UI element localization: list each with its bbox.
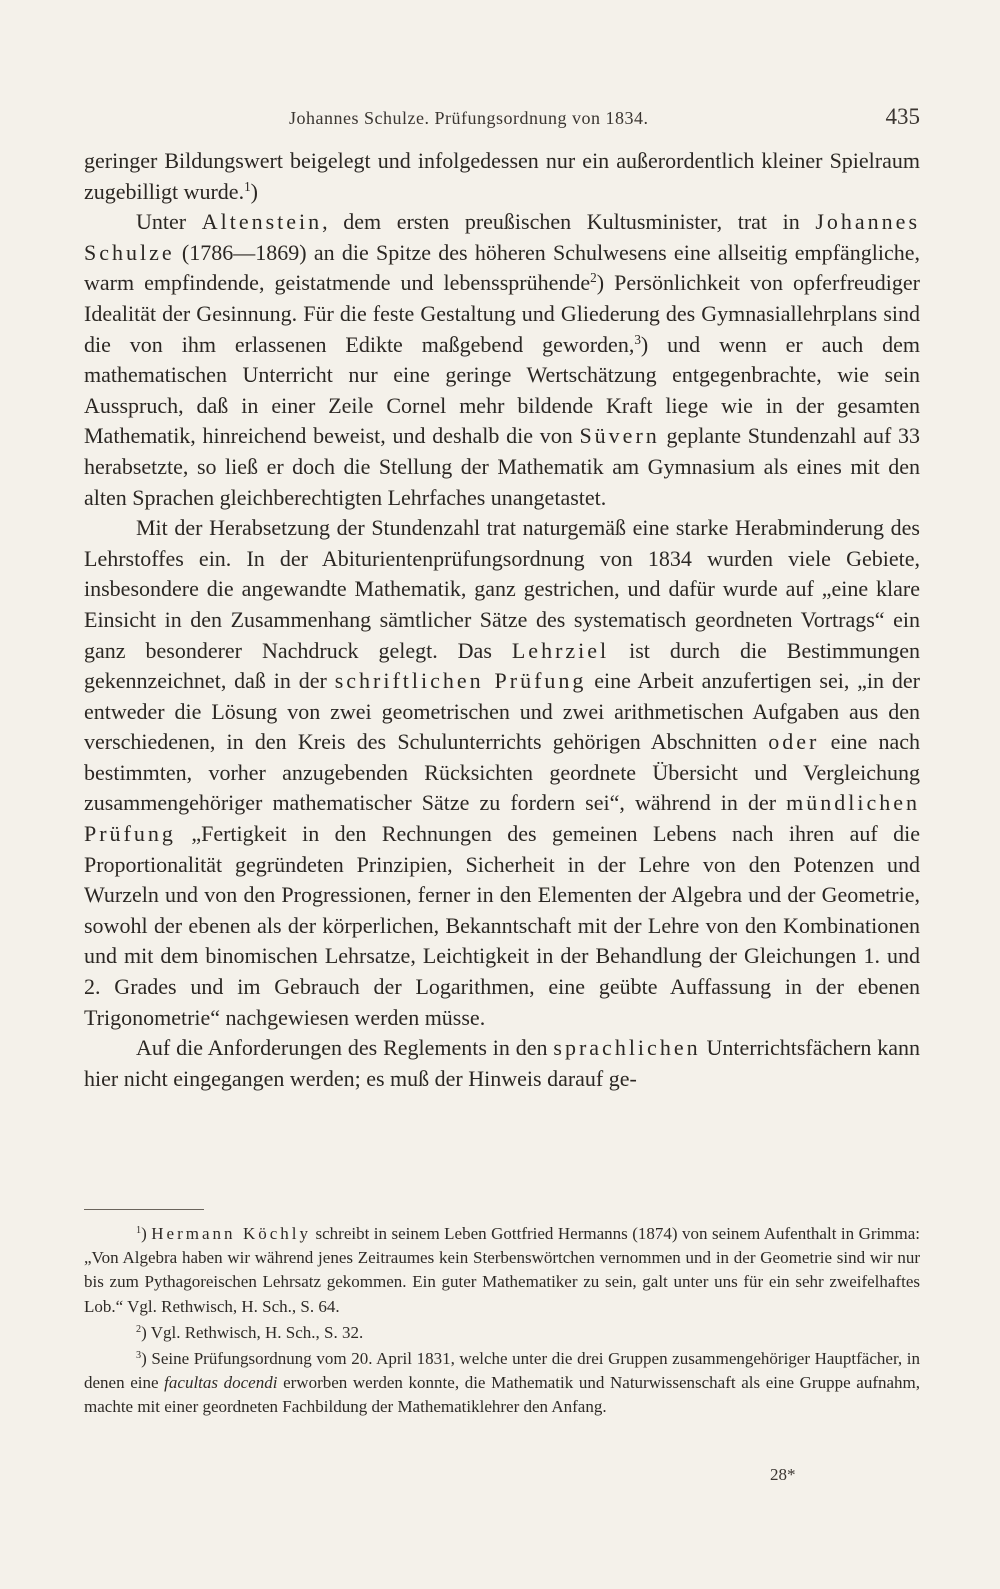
term-lehrziel: Lehrziel	[511, 637, 610, 663]
paragraph-2: Unter Altenstein, dem ersten preußischen Kultusminister, trat in Johannes Schulze (1786—1869) an die Spitze des höheren Schulwesens eine allseitig empfängliche, warm empfindende, geistatmende und lebenssprühende$^2$) Persönlichkeit von opferfreudiger Idealität der Gesinnung. Für die feste Gestaltung und Gliederung des Gymnasiallehrplans sind die von ihm erlassenen Edikte maßgebend geworden,$^3$) und wenn er auch dem mathematischen Unterricht nur eine geringe Wertschätzung entgegenbrachte, wie sein Ausspruch, daß in einer Zeile Cornel mehr bildende Kraft liege wie in der gesamten Mathematik, hinreichend beweist, und deshalb die von Süvern geplante Stundenzahl auf 33 herabsetzte, so ließ er doch die Stellung der Mathematik am Gymnasium als eines mit den alten Sprachen gleichberechtigten Lehrfaches unangetastet.	[84, 209, 921, 510]
term-oder: oder	[768, 729, 820, 755]
footnotes	[84, 1222, 920, 1420]
term-schriftliche-pruefung: schriftlichen Prüfung	[334, 668, 587, 694]
paragraph-1: geringer Bildungswert beigelegt und infolgedessen nur ein außerordentlich kleiner Spielraum zugebilligt wurde.$^1$)	[84, 148, 920, 204]
paragraph-3: Mit der Herabsetzung der Stundenzahl trat naturgemäß eine starke Herabminderung des Lehrstoffes ein. In der Abiturientenprüfungsordnung von 1834 wurden viele Gebiete, insbesondere die angewandte Mathematik, ganz gestrichen, und dafür wurde auf „eine klare Einsicht in den Zusammenhang sämtlicher Sätze des systematisch geordneten Vortrags“ ein ganz besonderer Nachdruck gelegt. Das Lehrziel ist durch die Bestimmungen gekennzeichnet, daß in der schriftlichen Prüfung eine Arbeit anzufertigen sei, „in der entweder die Lösung von zwei geometrischen und zwei arithmetischen Aufgaben aus den verschiedenen, in den Kreis des Schulunterrichts gehörigen Abschnitten oder eine nach bestimmten, vorher anzugebenden Rücksichten geordnete Übersicht und Vergleichung zusammengehöriger mathematischer Sätze zu fordern sei“, während in der mündlichen Prüfung „Fertigkeit in den Rechnungen des gemeinen Lebens nach ihren auf die Proportionalität gegründeten Prinzipien, Sicherheit in der Lehre von den Potenzen und Wurzeln und von den Progressionen, ferner in den Elementen der Algebra und der Geometrie, sowohl der ebenen als der körperlichen, Bekanntschaft mit der Lehre von den Kombinationen und mit dem binomischen Lehrsatze, Leichtigkeit in der Behandlung der Gleichungen 1. und 2. Grades und im Gebrauch der Logarithmen, eine geübte Auffassung in der ebenen Trigonometrie“ nachgewiesen werden müsse.	[84, 515, 920, 1030]
footnote-3: $^3$) Seine Prüfungsordnung vom 20. April 1831, welche unter die drei Gruppen zusammengehöriger Hauptfächer, in denen eine facultas docendi erworben werden konnte, die Mathematik und Naturwissenschaft als eine Gruppe aufnahm, machte mit einer geordneten Fachbildung der Mathematiklehrer den Anfang.	[84, 1349, 920, 1417]
footnote-separator	[84, 1209, 204, 1210]
facultas-docendi: facultas docendi	[164, 1373, 278, 1393]
name-hermann-koechly: Hermann Köchly	[151, 1224, 312, 1243]
signature-mark: 28*	[770, 1465, 796, 1484]
running-title: Johannes Schulze. Prüfungsordnung von 1834.	[289, 108, 649, 128]
footnote-ref-1[interactable]: 1	[244, 178, 251, 194]
footnote-ref-3[interactable]: 3	[634, 331, 641, 347]
main-text	[84, 146, 920, 1094]
name-suevern: Süvern	[579, 423, 660, 449]
page-number: 435	[885, 104, 920, 129]
footnote-1: $^1$) Hermann Köchly schreibt in seinem Leben Gottfried Hermanns (1874) von seinem Aufenthalt in Grimma: „Von Algebra haben wir während jenes Zeitraumes kein Sterbenswörtchen vernommen und in der Geometrie sind wir nur bis zum Pythagoreischen Lehrsatz gekommen. Ein guter Mathematiker zu sein, galt unter uns für ein sehr zweifelhaftes Lob.“ Vgl. Rethwisch, H. Sch., S. 64.	[84, 1224, 920, 1316]
term-sprachlichen: sprachlichen	[553, 1035, 701, 1061]
name-altenstein: Altenstein	[201, 209, 323, 235]
name-johannes-schulze: Johannes Schulze	[84, 209, 921, 265]
term-muendliche-pruefung: mündlichen Prüfung	[84, 790, 920, 847]
footnote-ref-2[interactable]: 2	[590, 270, 597, 286]
running-head	[84, 104, 920, 134]
paragraph-4: Auf die Anforderungen des Reglements in den sprachlichen Unterrichtsfächern kann hier nicht eingegangen werden; es muß der Hinweis darauf ge-	[84, 1035, 920, 1091]
footnote-2: $^2$) Vgl. Rethwisch, H. Sch., S. 32.	[136, 1322, 364, 1342]
